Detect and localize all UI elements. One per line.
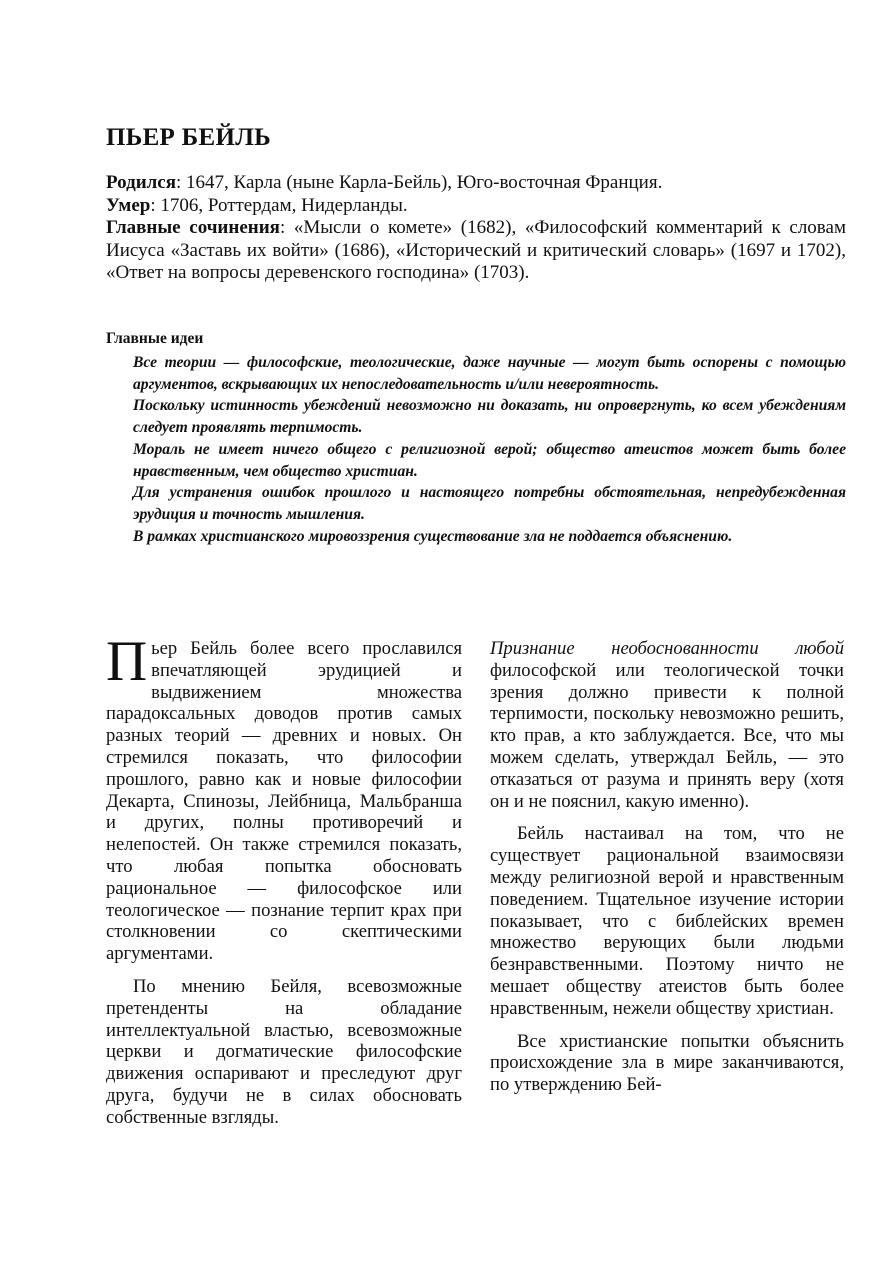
works-text: : «Мысли о комете» (1682), «Философский комментарий к словам Иисуса «Заставь их войти» (1686), «Исторический и критический словарь» (1697 и 1702), «Ответ на вопросы деревенского господина» (1703). <box>106 217 846 283</box>
born-line <box>106 172 846 195</box>
drop-cap: П <box>106 630 148 693</box>
idea-item: Мораль не имеет ничего общего с религиозной верой; общество атеистов может быть более нравственным, чем общество христиан. <box>133 440 846 480</box>
italic-lead: Признание необоснованности любой <box>490 638 844 659</box>
died-line <box>106 195 846 218</box>
body-paragraph: Все христианские попытки объяснить происхождение зла в мире заканчиваются, по утверждению Бей- <box>490 1030 844 1096</box>
body-paragraph: Бейль настаивал на том, что не существует рациональной взаимосвязи между религиозной верой и нравственным поведением. Тщательное изучение истории показывает, что с библейских времен множество верующих были людьми безнравственными. Поэтому ничто не мешает обществу атеистов быть более нравственным, нежели обществу христиан. <box>490 823 844 1019</box>
paragraph-text: ьер Бейль более всего прославился впечатляющей эрудицией и выдвижением множества парадоксальных доводов против самых разных теорий — древних и новых. Он стремился показать, что философии прошлого, равно как и новые философии Декарта, Спинозы, Лейбница, Мальбранша и других, полны противоречий и нелепостей. Он также стремился показать, что любая попытка обосновать рациональное — философское или теологическое — познание терпит крах при столкновении со скептическими аргументами. <box>106 638 462 965</box>
idea-item: Поскольку истинность убеждений невозможно ни доказать, ни опровергнуть, ко всем убеждениям следует проявлять терпимость. <box>133 397 846 437</box>
body-column-left <box>106 630 462 1129</box>
main-ideas-heading: Главные идеи <box>106 330 204 347</box>
body-paragraph <box>490 638 844 812</box>
works-label: Главные сочинения <box>106 217 280 238</box>
body-paragraph <box>106 630 462 965</box>
works-line <box>106 217 846 285</box>
died-label: Умер <box>106 194 151 216</box>
main-ideas-list <box>133 352 846 547</box>
idea-item: Все теории — философские, теологические, даже научные — могут быть оспорены с помощью аргументов, вскрывающих их непоследовательность и/или невероятность. <box>133 354 846 393</box>
paragraph-text: философской или теологической точки зрения должно привести к полной терпимости, поскольку невозможно решить, кто прав, а кто заблуждается. Все, что мы можем сделать, утверждал Бейль, — это отказаться от разума и принять веру (хотя он и не пояснил, какую именно). <box>490 659 844 812</box>
biography-block <box>106 172 846 285</box>
died-text: : 1706, Роттердам, Нидерланды. <box>150 194 408 216</box>
idea-item: Для устранения ошибок прошлого и настоящего потребны обстоятельная, непредубежденная эрудиция и точность мышления. <box>133 484 846 523</box>
body-column-right <box>490 638 844 1096</box>
born-text: : 1647, Карла (ныне Карла-Бейль), Юго-восточная Франция. <box>176 172 663 193</box>
page-title: ПЬЕР БЕЙЛЬ <box>106 124 271 151</box>
body-paragraph: По мнению Бейля, всевозможные претенденты на обладание интеллектуальной властью, всевозможные церкви и догматические философские движения оспаривают и преследуют друг друга, будучи не в силах обосновать собственные взгляды. <box>106 975 462 1128</box>
idea-item: В рамках христианского мировоззрения существование зла не поддается объяснению. <box>133 527 733 545</box>
born-label: Родился <box>106 172 177 193</box>
